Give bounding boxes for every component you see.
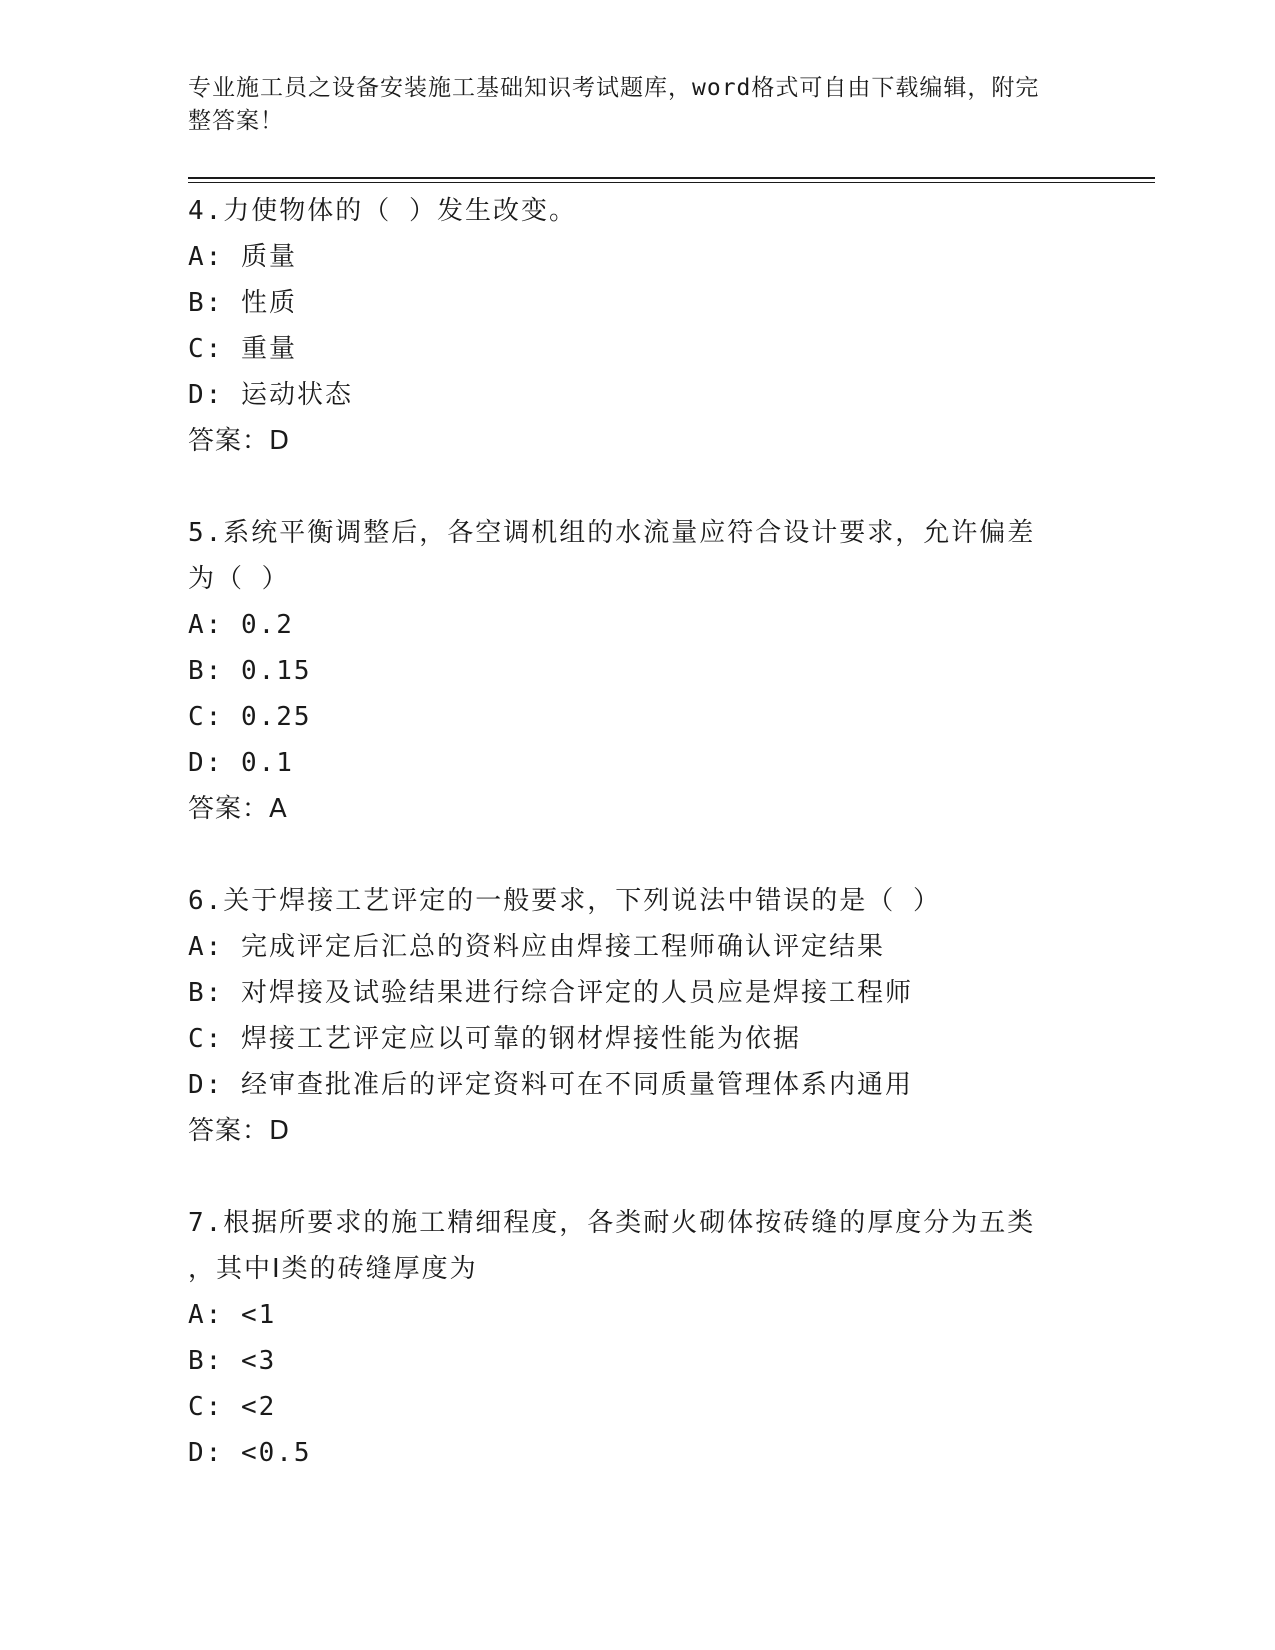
option-a: A: 0.2 — [188, 610, 294, 640]
question-stem: 6.关于焊接工艺评定的一般要求，下列说法中错误的是（ ） — [188, 886, 941, 916]
option-c: C: 焊接工艺评定应以可靠的钢材焊接性能为依据 — [188, 1024, 801, 1054]
option-b: B: 对焊接及试验结果进行综合评定的人员应是焊接工程师 — [188, 978, 913, 1008]
header-line-1: 专业施工员之设备安装施工基础知识考试题库，word格式可自由下载编辑，附完 — [188, 75, 1040, 101]
header-divider-thick — [188, 177, 1155, 179]
option-d: D: <0.5 — [188, 1438, 312, 1468]
option-d: D: 0.1 — [188, 748, 294, 778]
option-a: A: <1 — [188, 1300, 277, 1330]
option-c: C: 0.25 — [188, 702, 312, 732]
answer-label: 答案：D — [188, 426, 291, 456]
question-5 — [188, 510, 1148, 832]
question-stem: 4.力使物体的（ ）发生改变。 — [188, 196, 577, 226]
option-a: A: 完成评定后汇总的资料应由焊接工程师确认评定结果 — [188, 932, 885, 962]
answer-label: 答案：A — [188, 794, 288, 824]
question-stem-continued: 为（ ） — [188, 564, 290, 594]
question-stem: 7.根据所要求的施工精细程度，各类耐火砌体按砖缝的厚度分为五类 — [188, 1208, 1036, 1238]
question-4 — [188, 188, 1148, 464]
option-a: A: 质量 — [188, 242, 297, 272]
option-c: C: <2 — [188, 1392, 277, 1422]
answer-label: 答案：D — [188, 1116, 291, 1146]
question-stem: 5.系统平衡调整后，各空调机组的水流量应符合设计要求，允许偏差 — [188, 518, 1036, 548]
header-line-2: 整答案！ — [188, 108, 284, 134]
option-d: D: 经审查批准后的评定资料可在不同质量管理体系内通用 — [188, 1070, 913, 1100]
option-d: D: 运动状态 — [188, 380, 353, 410]
question-stem-continued: ，其中Ⅰ类的砖缝厚度为 — [188, 1254, 478, 1284]
option-b: B: <3 — [188, 1346, 277, 1376]
option-b: B: 性质 — [188, 288, 297, 318]
question-6 — [188, 878, 1148, 1154]
header-divider-thin — [188, 182, 1155, 183]
question-7 — [188, 1200, 1148, 1476]
option-b: B: 0.15 — [188, 656, 312, 686]
document-header — [188, 72, 1068, 138]
question-list — [188, 188, 1148, 1522]
option-c: C: 重量 — [188, 334, 297, 364]
